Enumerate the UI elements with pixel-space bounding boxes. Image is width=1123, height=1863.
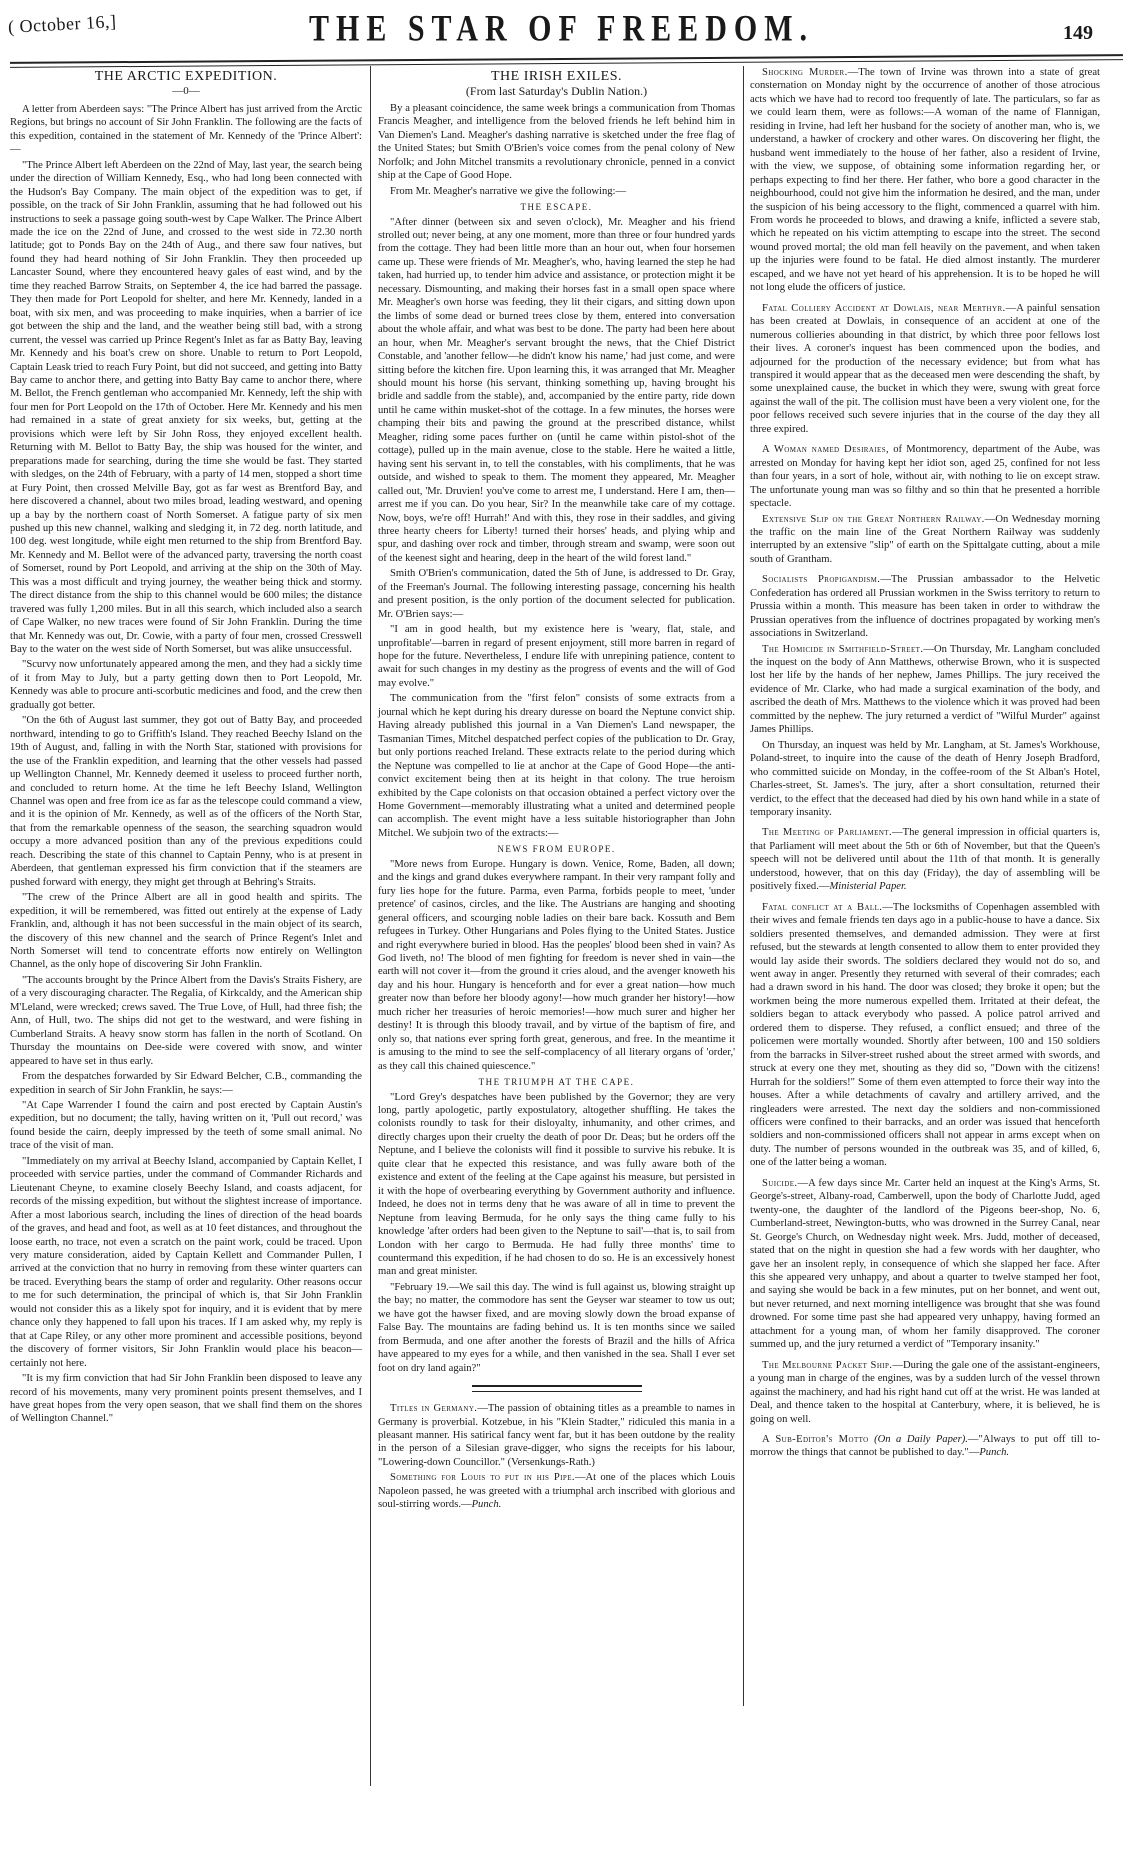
article-headline: THE IRISH EXILES. xyxy=(491,69,622,84)
item-credit: Punch. xyxy=(471,1499,502,1511)
item-heading: The Melbourne Packet Ship. xyxy=(762,1359,893,1371)
news-item xyxy=(750,1359,1100,1426)
item-heading: Something for Louis to put in his Pipe. xyxy=(390,1472,575,1484)
news-item xyxy=(378,1402,735,1469)
column-miscellany xyxy=(750,66,1100,1462)
item-heading: A Sub-Editor's Motto xyxy=(762,1433,869,1445)
article-divider xyxy=(472,1385,642,1392)
news-item xyxy=(750,573,1100,640)
item-heading: Socialists Propigandism. xyxy=(762,574,881,586)
news-item xyxy=(750,1433,1100,1460)
section-heading: THE ESCAPE. xyxy=(520,202,593,213)
item-body: —On Wednesday morning the traffic on the main line of the Great Northern Railway was suddenly interrupted by an extensive "slip" of earth on the Spittalgate cutting, about a mile south of Grantham. xyxy=(750,513,1100,565)
item-credit: Punch. xyxy=(979,1447,1010,1459)
item-body: On Thursday, an inquest was held by Mr. Langham, at St. James's Workhouse, Poland-street, to inquire into the cause of the death of Henry Joseph Bradford, who committed suicide on Monday, in the coffee-room of the St Alban's Hotel, Charles-street, St. James's. The jury, after a short consultation, returned their verdict, to the effect that the deceased had died by his own hand while in a state of temporary insanity. xyxy=(750,739,1100,819)
item-body: of Montmorency, department of the Aube, was arrested on Monday for having kept her idiot son, aged 25, confined for not less than four years, in a sort of hole, without air, with nothing to lie on except straw. The unfortunate young man was so filthy and so thin that he presented a horrible spectacle. xyxy=(750,444,1100,510)
item-heading: Fatal conflict at a Ball. xyxy=(762,901,883,913)
item-heading: The Homicide in Smithfield-Street. xyxy=(762,643,924,655)
item-heading: The Meeting of Parliament. xyxy=(762,827,892,839)
paragraph: From Mr. Meagher's narrative we give the following:— xyxy=(390,185,627,197)
headline-ornament: —0— xyxy=(172,85,200,98)
item-heading: Extensive Slip on the Great Northern Railway. xyxy=(762,513,985,525)
paragraph: "The crew of the Prince Albert are all in good health and spirits. The expedition, it will be remembered, was fitted out entirely at the expense of Lady Franklin, and, although it has not been successful in the main object of its search, the discovery of this new channel and the search of Prince Regent's Inlet and North Somerset will tend to concentrate efforts now entirely on Wellington Channel, as the only hope of discovering Sir John Franklin. xyxy=(10,892,362,971)
news-item xyxy=(750,443,1100,510)
paragraph: "I am in good health, but my existence here is 'weary, flat, stale, and unprofitable'—barren in regard of present enjoyment, still more barren in regard of hope for the future. Nevertheless, I endure life with unrepining patience, content to await for such changes in my destiny as the progress of events and the will of God may evolve." xyxy=(378,624,735,689)
column-irish-exiles xyxy=(378,66,735,1514)
item-heading: Fatal Colliery Accident at Dowlais, near Merthyr. xyxy=(762,302,1006,314)
item-body: —During the gale one of the assistant-engineers, a young man in charge of the engines, was by a sudden lurch of the vessel thrown against the machinery, and had his right hand cut off at the wrist. He was landed at Deal, and thence taken to the hospital at Canterbury, where, it is believed, he is going on well. xyxy=(750,1359,1100,1425)
paragraph: A letter from Aberdeen says: "The Prince Albert has just arrived from the Arctic Regions, but brings no account of Sir John Franklin. The following are the facts of this expedition, contained in the statement of Mr. Kennedy of the 'Prince Albert':— xyxy=(10,103,362,156)
paragraph: "February 19.—We sail this day. The wind is full against us, blowing straight up the bay; no matter, the commodore has sent the Geyser war steamer to tow us out; we have got the hawser fixed, and are moving slowly down the broad expanse of False Bay. The mountains are fading behind us. It is ten months since we sailed from Bermuda, and one after another the forests of Brazil and the hills of Africa have appeared to my eyes for a while, and then vanished in the sea. Shall I ever set foot on dry land again?" xyxy=(378,1281,735,1374)
item-body: —The town of Irvine was thrown into a state of great consternation on Monday night by the occurrence of another of those atrocious acts which we have had to record too frequently of late. The particulars, so far as we could learn them, were as follows:—A woman of the name of Flannigan, residing in Irvine, had left her husband for the society of another man, who is, we understand, a hawker of crockery and other wares. On discovering her flight, the husband went immediately to the house of her father, also a resident of Irvine, with the view, we suppose, of obtaining some information regarding her, or perhaps expecting to find her there. Her father, who bore a good character in the neighbourhood, could not give him the information he desired, and the man, under the suspicion of his being accessory to the flight, commenced a quarrel with him. From words he proceeded to blows, and drawing a knife, inflicted a severe stab, which he repeated on his victim attempting to escape into the street. The second wound proved mortal; the old man fell heavily on the pavement, and when taken up the injuries were found to be fatal. He died almost instantly. The murderer escaped, and we have not yet heard of his apprehension. It is to be hoped he will not long elude the officers of justice. xyxy=(750,67,1100,294)
article-headline: THE ARCTIC EXPEDITION. xyxy=(94,69,278,84)
news-item xyxy=(750,643,1100,737)
page-number: 149 xyxy=(1063,22,1093,44)
paragraph: The communication from the "first felon" consists of some extracts from a journal which he kept during his dreary duresse on board the Neptune convict ship. Having already published this journal in a Van Diemen's Land newspaper, the Tasmanian Times, Mitchel despatched perfect copies of the publication to Dr. Gray, but only portions reached Ireland. These extracts relate to the period during which the Neptune was compelled to lie at anchor at the Cape of Good Hope—the anti-convict excitement being then at its height in that colony. The true heroism exhibited by the Cape colonists on that occasion obtained a perfect victory over the Home Government—memorably illustrating what a united and determined people can accomplish. The event might have a less suitable historiographer than John Mitchel. We subjoin two of the extracts:— xyxy=(378,693,735,839)
paragraph: Smith O'Brien's communication, dated the 5th of June, is addressed to Dr. Gray, of the Freeman's Journal. The following interesting passage, concerning his health and present position, is the only portion of the document selected for publication. Mr. O'Brien says:— xyxy=(378,568,735,620)
issue-date: ( October 16,] xyxy=(7,11,117,37)
item-body: —The locksmiths of Copenhagen assembled with their wives and female friends ten days ago in a public-house to have a dance. Six soldiers presented themselves, and demanded admission. They were at first refused, but the stewards at length consented to allow them to enter provided they would lay aside their swords. The soldiers declared they would not do so, and went away in anger. Presently they returned with several of their comrades; each had a drawn sword in his hand. The door was closed; they broke it open; but the workmen being the more numerous expelled them. Irritated at their defeat, the soldiers began to attack everybody who passed. A police patrol arrived and ordered them to disperse. They refused, a conflict ensued; and three of the policemen were mortally wounded. Shortly after between, 100 and 150 soldiers from the barracks in Silver-street rushed about the street armed with swords, and struck at every one they met, shouting as they did so, "Down with the citizens! Hurrah for the soldiers!" Some of them even attempted to force their way into the houses. After a while detachments of cavalry and artillery arrived, and the ringleaders were arrested. The next day the soldiers and non-commissioned officers were confined to their barracks, and an order was issued that henceforth soldiers and non-commissioned officers shall not appear in arms except when on duty. The number of persons wounded in the outbreak was 35, and of killed, 6, one of the latter being a woman. xyxy=(750,901,1100,1169)
paragraph: By a pleasant coincidence, the same week brings a communication from Thomas Francis Meagher, and intelligence from the beloved friends he left behind him in Van Diemen's Land. Meagher's dashing narrative is sketched under the free flag of the United States; but Smith O'Brien's voice comes from the penal colony of New Norfolk; and John Mitchel transmits a revolutionary chronicle, penned in a convict ship at the Cape of Good Hope. xyxy=(378,102,735,182)
news-item xyxy=(750,66,1100,295)
news-item xyxy=(378,1471,735,1511)
paragraph: "The Prince Albert left Aberdeen on the 22nd of May, last year, the search being under the direction of William Kennedy, Esq., who had long been connected with the Hudson's Bay Company. The main object of the expedition was to get, if possible, on the track of Sir John Franklin, assuming that he had followed out his instructions to seek a passage going south-west by Cape Walker. The Prince Albert made the ice on the 22nd of June, and crossed to the west side in 72.30 north latitude; got to Ponds Bay on the 24th of Aug., and there saw four natives, but found they had heard nothing of Sir John Franklin. They then proceeded up Lancaster Sound, where they encountered heavy gales of east wind, and by the time they reached Barrow Straits, on September 4, the ice had barred the passage. They then made for Port Leopold for shelter, and here Mr. Kennedy, landed in a boat, with six men, and was proceeding to make inquiries, when a barrier of ice got between the ship and the land, and the weather being still bad, with a strong current, the vessel was carried up Prince Regent's Inlet as far as Batty Bay, leaving Mr. Kennedy and his boat's crew on shore. Unable to return to Port Leopold, Captain Leask tried to reach Fury Point, but did not succeed, and getting into Batty Bay came to anchor there, and getting into Batty Bay came to anchor there, where M. Bellot, the French gentleman who accompanied Mr. Kennedy, left the ship with four men for Port Leopold on the 17th of October. Here Mr. Kennedy and his men had remained in a state of great anxiety for six weeks, but, getting at the provisions which were left by Sir John Ross, they enjoyed excellent health. Returning with M. Bellot to Batty Bay, the ship was housed for the winter, and preparations made for searching, during the time she would be fast. They started with sledges, on the 24th of February, with a party of 14 men, stopped a short time at Fury Point, then crossed Melville Bay, got as far west as Brentford Bay, and here discovered a channel, about two miles broad, leading westward, and opening up a bay by the northern coast of North Somerset. A fatigue party of six men pushed up this new channel, walking and sledging it, in 72 deg. north latitude, and 100 deg. west longitude, while eight men returned to the ship from Brentford Bay. Mr. Kennedy and M. Bellot were of the advanced party, traversing the north coast of Somerset, round by Port Leopold, and arriving at the ship on the 30th of May. This was a most difficult and trying journey, the weather being thick and stormy. The direct distance from the ship to this channel would be 600 miles; the distance travered was fully 1,200 miles. But in all this search, which included also a search of Cape Walker, no new traces were found of Sir John Franklin. During the time that Mr. Kennedy was out, Dr. Cowie, with a party of four men, crossed Cresswell Bay to the water on the west side of North Somerset, but was alike unsuccessful. xyxy=(10,159,362,656)
news-item xyxy=(750,1177,1100,1352)
item-subheading: (On a Daily Paper). xyxy=(868,1433,968,1445)
item-body: —"Always to put off till to-morrow the things that cannot be published to day."— xyxy=(750,1433,1100,1459)
article-source: (From last Saturday's Dublin Nation.) xyxy=(465,84,648,99)
news-item xyxy=(750,826,1100,893)
paragraph: "Scurvy now unfortunately appeared among the men, and they had a sickly time of it from May to July, but a party getting down then to Port Leopold, Mr. Kennedy was able to procure anti-scorbutic medicines and food, and the crew then gradually got better. xyxy=(10,659,362,711)
item-body: —At one of the places which Louis Napoleon passed, he was greeted with a triumphal arch inscribed with glorious and soul-stirring words.— xyxy=(378,1472,735,1511)
paragraph: "Immediately on my arrival at Beechy Island, accompanied by Captain Kellet, I proceeded with service parties, under the command of Commander Richards and Lieutenant Cheyne, to examine closely Beechy Island, and coasts adjacent, for records of the missing expedition, but without the slightest increase of importance. After a most laborious search, including the lines of direction of the head boards of the graves, and head and foot, as well as at 10 feet distances, and throughout the loose earth, no trace, not even a scratch on the paint work, could be traced. Upon very mature consideration, aided by Captain Kellett and Commander Pullen, I arrived at the conviction that no hurry in removing from these winter quarters can be traced. Everything bears the stamp of order and regularity. Other reasons occur to me for such determination, the principal of which is, that Sir John Franklin would not consider this as a likely spot for inquiry, and it is evident that by mere chance only they happened to fall upon his traces. If I am asked why, my reply is that at Cape Riley, or any other more prominent and accessible positions, beyond the discovery of former visitors, Sir John Franklin would place his beacon—certainly not here. xyxy=(10,1155,362,1369)
item-heading: Titles in Germany. xyxy=(390,1403,478,1415)
item-body: —The Prussian ambassador to the Helvetic Confederation has ordered all Prussian workmen in the Swiss territory to return to Prussia within a month. This measure has been taken in order to withdraw the Prussian operatives from the influence of doctrines propagated by working men's associations in Switzerland. xyxy=(750,574,1100,640)
column-arctic-expedition xyxy=(10,66,362,1428)
item-body: —On Thursday, Mr. Langham concluded the inquest on the body of Ann Matthews, otherwise Brown, who it is suspected lost her life by the hands of her nephew, James Phillips. The jury received the evidence of Mr. Clarke, who had made a surgical examination of the body, and ascribed the death of Mrs. Matthews to the violence which it was proved had been committed by the nephew. The jury returned a verdict of "Wilful Murder" against James Phillips. xyxy=(750,643,1100,736)
item-credit: Ministerial Paper. xyxy=(829,881,907,893)
paragraph: "After dinner (between six and seven o'clock), Mr. Meagher and his friend strolled out; never being, at any one moment, more than three or four hundred yards from the cottage. They had been little more than an hour out, when four horsemen came up. These were friends of Mr. Meagher's, who, having learned the step he had taken, had hurried up, to tender him advice and assistance, or protection might it be necessary. Dismounting, and making their horses fast in a small open space where Mr. Meagher's own horse was feeding, they lit their cigars, and sitting down upon the limbs of some dead or burned trees close by them, entered into conversation about the whole affair, and what was best to be done. The party had been here about an hour, when Mr. Meagher's servant brought the news, that the Chief District Constable, and 'another fellow—he didn't know his name,' had just come, and were sitting before the kitchen fire. Upon learning this, it was arranged that Mr. Meagher should mount his horse (his servant, thinking something up, having brought his bridle and saddle from the stable), and, accompanied by the entire party, ride down until he came within musket-shot of the cottage. In a few minutes, the horses were champing their bits and pawing the ground at the prescribed distance, whilst Meagher, riding some paces further on (until he came within pistol-shot of the cottage), pulled up in the main avenue, close to the stable. Here he waited a little, having sent his servant in, to tell the constables, with his compliments, that he was outside, and wished to speak to them. The moment they appeared, Mr. Meagher called out, 'Mr. Druvien! you've come to arrest me, I understand. Here I am, then—arrest me if you can. Do you hear, Sir? In the meanwhile take care of my cottage. Now, boys, we're off! Hurrah!' And with this, they rose in their saddles, and giving three hearty cheers for Liberty! turned their horses' heads, and plying whip and spur, and dashing over rock and timber, through stream and swamp, were soon out of the keenest sight and hearing, deep in the heart of the wild forest land." xyxy=(378,216,735,564)
news-item xyxy=(750,739,1100,820)
masthead xyxy=(0,0,1123,60)
news-item xyxy=(750,901,1100,1170)
item-body: —A few days since Mr. Carter held an inquest at the King's Arms, St. George's-street, Albany-road, Camberwell, upon the body of Charlotte Judd, aged twenty-one, the daughter of the landlord of the Pigeons beer-shop, No. 6, Cumberland-street, Newington-butts, who was drowned in the Surrey Canal, near St. George's Church, on Wednesday night week. Mrs. Judd, mother of deceased, stated that on the night in question she had a few words with her daughter, who gave her an insolent reply, in consequence of which she slapped her face. After this she appeared very unhappy, and about a quarter to twelve stamped her foot, and saying she would be back in a few minutes, put on her bonnet, and went out, but never returned, and next morning intelligence was brought that she was found drowned. For some time past she had appeared very unhappy, having formed an attachment for a young man, of whom her family disapproved. The coroner summed up, and the jury returned a verdict of "Temporary insanity." xyxy=(750,1177,1100,1351)
section-heading: NEWS FROM EUROPE. xyxy=(497,844,616,855)
item-body: —The passion of obtaining titles as a preamble to names in Germany is proverbial. Kotzebue, in his "Klein Stadter," ridiculed this mania in a pleasant manner. His satirical fancy went far, but it has been outdone by the reality in the person of a Silesian grave-digger, who signs the receipts for his labour, "Lowering-down Councillor." (Versenkungs-Rath.) xyxy=(378,1403,735,1468)
item-body: —A painful sensation has been created at Dowlais, in consequence of an accident at one of the numerous collieries abounding in that district, by which three poor fellows lost their lives. A coroner's inquest has been commenced upon the bodies, and adjourned for the production of the necessary evidence; but from what has transpired it would appear that as the deceased men were descending the shaft, by some unexplained cause, the bucket in which they were, swung with great force against the wall of the pit. The collision must have been a very violent one, for the poor fellows received such severe injuries that in the course of the day they all three expired. xyxy=(750,302,1101,435)
section-heading: THE TRIUMPH AT THE CAPE. xyxy=(478,1077,635,1088)
column-divider xyxy=(370,66,371,1786)
item-heading: A Woman named Desiraies, xyxy=(762,444,890,456)
item-heading: Suicide. xyxy=(762,1177,798,1189)
paragraph: "On the 6th of August last summer, they got out of Batty Bay, and proceeded northward, intending to go to Griffith's Island. They reached Beechy Island on the 19th of August, and, falling in with the North Star, stationed with provisions for the use of the Franklin expedition, and learning that the other vessels had passed up Wellington Channel, Mr. Kennedy deemed it useless to proceed further north, and concluded to return home. At the time he left Beechy Island, Wellington Channel was open and free from ice as far as the telescope could command a view, and it is the opinion of Mr. Kennedy, as well as of the officers of the North Star, that from the remarkable openness of the season, the searching squadron would occupy a more advanced position than any of the previous expeditions could reach. Describing the state of this channel to Captain Penny, who is at present in Aberdeen, that gentleman expressed his firm conviction that if the steamers are pushed forward with energy, they might get through at Behring's Straits. xyxy=(10,715,362,888)
news-item xyxy=(750,302,1100,437)
paragraph: "Lord Grey's despatches have been published by the Governor; they are very long, partly apologetic, partly expostulatory, altogether shuffling. He takes the colonists roundly to task for their disloyalty, inhumanity, and other crimes, and directly charges upon their cruelty the death of poor Dr. Deas; but he orders off the Neptune, and I believe the colonists will find it possible to survive his rebuke. It is quite clear that he expected this resistance, and was fully aware both of the existence and extent of the feeling at the Cape against his measure, but persisted in it with the hope of overbearing everything by Government authority and influence. Indeed, he does not in terms deny that he was aware of all in time to prevent the Neptune from leaving Bermuda, for he only says the thing came fully to his knowledge 'after orders had been given to the Neptune to sail'—that is, to sail from London with her cargo to Bermuda. He had fully three months' time to countermand this expedition, if he had chosen to do so. He is an excessively honest man and great minister. xyxy=(378,1091,735,1278)
item-heading: Shocking Murder. xyxy=(762,67,848,78)
paragraph: From the despatches forwarded by Sir Edward Belcher, C.B., commanding the expedition in search of Sir John Franklin, he says:— xyxy=(10,1071,362,1096)
paragraph: "More news from Europe. Hungary is down. Venice, Rome, Baden, all down; and the kings and grand dukes everywhere rampant. In their very rampant folly and fury lies hope for the future. Parma, even Parma, forbids people to meet, 'under pretence' of casinos, circles, and the like. The Austrians are hanging and shooting general officers, and scourging noble ladies on their bare back. Kossuth and Bem refugees in Turkey. Other Hungarians and Poles flying to the United States. Justice and right everywhere buried in blood. Has the peoples' blood been shed in vain? As God liveth, no! The blood of men fighting for freedom is never shed in vain—the earth will not cover it—from the ground it cries aloud, and the avenger knoweth his day and his hour. Hungary is henceforth and for ever a great nation—how much greater now than before her bloody agony!—how much grander her history!—how much richer her treasuries of heroic memories!—how much surer and higher her destiny! It is through this bloody travail, and by virtue of the baptism of fire, and only so, that nations ever spring forth great, generous, and free. In the meantime it is amusing to the mind to see the self-complacency of all literary organs of 'order,' as they call this chained quiescence." xyxy=(378,858,735,1072)
paragraph: "At Cape Warrender I found the cairn and post erected by Captain Austin's expedition, but no document; the tally, having written on it, 'Pull out record,' was found beside the cairn, deeply impressed by the teeth of some small animal. No trace of the visit of man. xyxy=(10,1099,362,1152)
paragraph: "It is my firm conviction that had Sir John Franklin been disposed to leave any record of his movements, many very prominent points present themselves, and I have great hopes from the very open season, that we shall find them on the shores of Wellington Channel." xyxy=(10,1373,362,1425)
item-body: —The general impression in official quarters is, that Parliament will meet about the 5th or 6th of November, but that the Queen's speech will not be delivered until about the 11th of that month. It is generally understood, however, that on this day (Friday), the day of assembling will be positively fixed.— xyxy=(750,827,1100,893)
column-divider xyxy=(743,66,744,1706)
news-item xyxy=(750,513,1100,567)
newspaper-title: THE STAR OF FREEDOM. xyxy=(308,7,815,49)
paragraph: "The accounts brought by the Prince Albert from the Davis's Straits Fishery, are of a very discouraging character. The Regalia, of Kirkcaldy, and the American ship M'Leland, were wrecked; crews saved. The True Love, of Hull, had three fish; the Ann, of Hull, two. The ships did not get to the westward, and were fishing in Cumberland Straits. A heavy snow storm has fallen in the north of Scotland. On Thursday the mountains on Dee-side were covered with snow, and winter appeared to have set in thus early. xyxy=(10,974,362,1067)
